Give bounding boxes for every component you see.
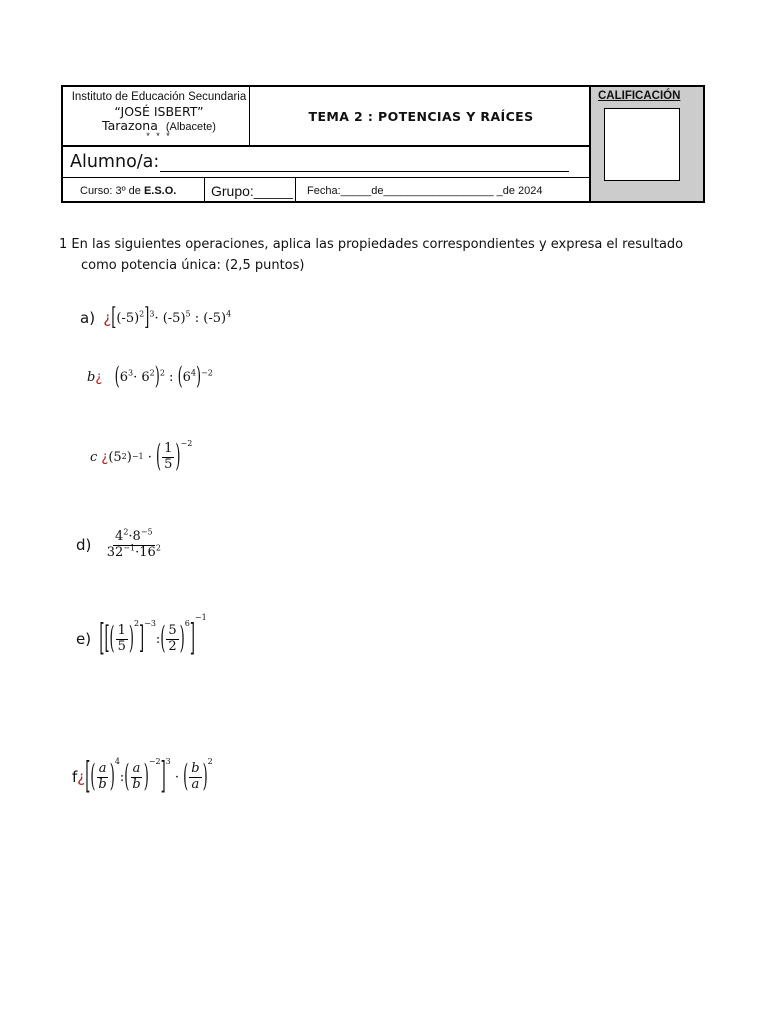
date-field[interactable]: Fecha:_____de__________________ _de 2024 bbox=[307, 185, 543, 197]
exercise-e bbox=[76, 613, 207, 661]
question-line1: 1 En las siguientes operaciones, aplica las propiedades correspondientes y expresa el resultado bbox=[59, 237, 684, 252]
table-border-top bbox=[61, 85, 705, 87]
group-field[interactable]: Grupo:_____ bbox=[211, 183, 293, 199]
exercise-e-label: e) bbox=[76, 630, 92, 649]
expression-d: $\frac{4^2\cdot 8^{-5}}{32^{-1}\cdot 16^2}$ bbox=[106, 527, 161, 560]
exercise-c-label: c bbox=[90, 449, 98, 465]
table-divider-group bbox=[295, 177, 296, 202]
exercise-f bbox=[72, 756, 213, 799]
course-value: E.S.O. bbox=[143, 185, 177, 197]
exercise-c bbox=[90, 439, 193, 476]
expression-a: $[(-5)^2]^3\cdot (-5)^5$ : $(-5)^4$ bbox=[111, 303, 232, 333]
exercise-d-label: d) bbox=[76, 536, 92, 555]
school-region: (Albacete) bbox=[165, 121, 216, 133]
glyph-a: ¿ bbox=[103, 309, 112, 327]
exercise-f-label: f bbox=[72, 768, 78, 787]
student-name-line[interactable] bbox=[160, 171, 569, 172]
table-border-right bbox=[703, 85, 705, 203]
course-field bbox=[80, 185, 176, 197]
expression-f: [ ( $\frac{a}{b}$ ) 4 : ( $\frac{a}{b}$ ) −2 ] 3 · ( $\frac{b}{a}$ ) 2 bbox=[85, 756, 213, 799]
table-divider-row1 bbox=[61, 145, 590, 147]
exercise-b bbox=[87, 363, 213, 392]
school-stars: * * * bbox=[146, 131, 172, 141]
table-divider-grade bbox=[589, 85, 591, 203]
grade-label: CALIFICACIÓN bbox=[598, 90, 681, 102]
grade-box[interactable] bbox=[604, 108, 680, 181]
question-line2: como potencia única: (2,5 puntos) bbox=[81, 258, 305, 273]
student-label: Alumno/a: bbox=[70, 152, 160, 172]
page-title: TEMA 2 : POTENCIAS Y RAÍCES bbox=[308, 109, 534, 124]
table-divider-course bbox=[204, 177, 205, 202]
school-name: “JOSÉ ISBERT” bbox=[114, 104, 204, 119]
school-town: Tarazona bbox=[102, 118, 158, 133]
exercise-a bbox=[80, 303, 232, 333]
expression-b: $(6^3\cdot 6^2)^2$ : $(6^4)^{-2}$ bbox=[114, 363, 213, 392]
glyph-f: ¿ bbox=[77, 768, 86, 787]
exercise-d bbox=[76, 527, 164, 561]
glyph-b: ¿ bbox=[95, 370, 103, 385]
exercise-a-label: a) bbox=[80, 309, 96, 327]
table-border-left bbox=[61, 85, 63, 203]
school-line1: Instituto de Educación Secundaria bbox=[71, 91, 247, 103]
expression-c: (5 2 ) −1 · ( $\frac{1}{5}$ ) −2 bbox=[108, 439, 193, 476]
table-divider-row2 bbox=[61, 177, 590, 178]
question-1 bbox=[59, 234, 739, 276]
course-label: Curso: 3º de bbox=[80, 185, 144, 197]
exercise-b-label: b bbox=[87, 370, 96, 385]
glyph-c: ¿ bbox=[101, 449, 109, 465]
table-border-bottom bbox=[61, 201, 705, 203]
expression-e: [ [ ( $\frac{1}{5}$ ) 2 ] −3 : ( $\frac{5}{2}$ ) 6 ] −1 bbox=[99, 613, 207, 661]
